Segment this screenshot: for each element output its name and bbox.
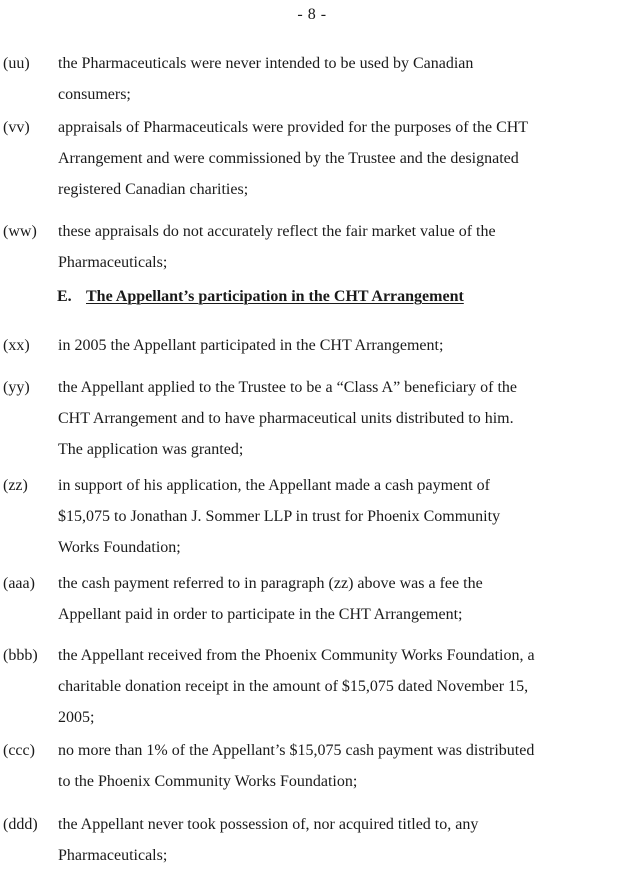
text-line: no more than 1% of the Appellant’s $15,075 cash payment was distributed [58, 742, 535, 759]
text-line: in support of his application, the Appellant made a cash payment of [58, 477, 490, 494]
paragraph-label: (yy) [3, 379, 30, 396]
paragraph-label: (ccc) [3, 742, 35, 759]
text-line: Works Foundation; [58, 539, 181, 556]
text-line: Pharmaceuticals; [58, 254, 168, 271]
paragraph-text [58, 574, 618, 625]
paragraph-label: (ddd) [3, 816, 38, 833]
paragraph-text [58, 741, 618, 792]
section-letter: E. [57, 288, 72, 305]
section-heading [57, 287, 464, 307]
text-line: the Appellant received from the Phoenix Community Works Foundation, a [58, 647, 535, 664]
text-line: CHT Arrangement and to have pharmaceutical units distributed to him. [58, 410, 514, 427]
paragraph-label: (xx) [3, 337, 30, 354]
paragraph-text [58, 646, 618, 728]
paragraph-text [58, 118, 618, 200]
text-line: the Pharmaceuticals were never intended to be used by Canadian [58, 55, 474, 72]
paragraph-text [58, 476, 618, 558]
paragraph-text [58, 378, 618, 460]
paragraph-text [58, 815, 618, 866]
text-line: the Appellant applied to the Trustee to be a “Class A” beneficiary of the [58, 379, 517, 396]
text-line: charitable donation receipt in the amount of $15,075 dated November 15, [58, 678, 529, 695]
paragraph-label: (vv) [3, 119, 30, 136]
text-line: Arrangement and were commissioned by the Trustee and the designated [58, 150, 519, 167]
paragraph-text [58, 336, 618, 356]
text-line: the cash payment referred to in paragraph (zz) above was a fee the [58, 575, 483, 592]
text-line: to the Phoenix Community Works Foundation; [58, 773, 358, 790]
paragraph-label: (ww) [3, 223, 37, 240]
text-line: Pharmaceuticals; [58, 847, 168, 864]
text-line: 2005; [58, 709, 95, 726]
paragraph-label: (uu) [3, 55, 30, 72]
text-line: consumers; [58, 86, 131, 103]
paragraph-text [58, 222, 618, 273]
text-line: these appraisals do not accurately reflect the fair market value of the [58, 223, 496, 240]
text-line: registered Canadian charities; [58, 181, 249, 198]
paragraph-label: (zz) [3, 477, 28, 494]
paragraph-label: (aaa) [3, 575, 35, 592]
page-number: - 8 - [297, 6, 327, 23]
section-title: The Appellant’s participation in the CHT Arrangement [86, 288, 464, 305]
text-line: Appellant paid in order to participate in the CHT Arrangement; [58, 606, 463, 623]
paragraph-text [58, 54, 618, 105]
text-line: the Appellant never took possession of, nor acquired titled to, any [58, 816, 479, 833]
text-line: The application was granted; [58, 441, 244, 458]
paragraph-label: (bbb) [3, 647, 38, 664]
text-line: $15,075 to Jonathan J. Sommer LLP in trust for Phoenix Community [58, 508, 501, 525]
text-line: in 2005 the Appellant participated in the CHT Arrangement; [58, 337, 444, 354]
text-line: appraisals of Pharmaceuticals were provided for the purposes of the CHT [58, 119, 529, 136]
